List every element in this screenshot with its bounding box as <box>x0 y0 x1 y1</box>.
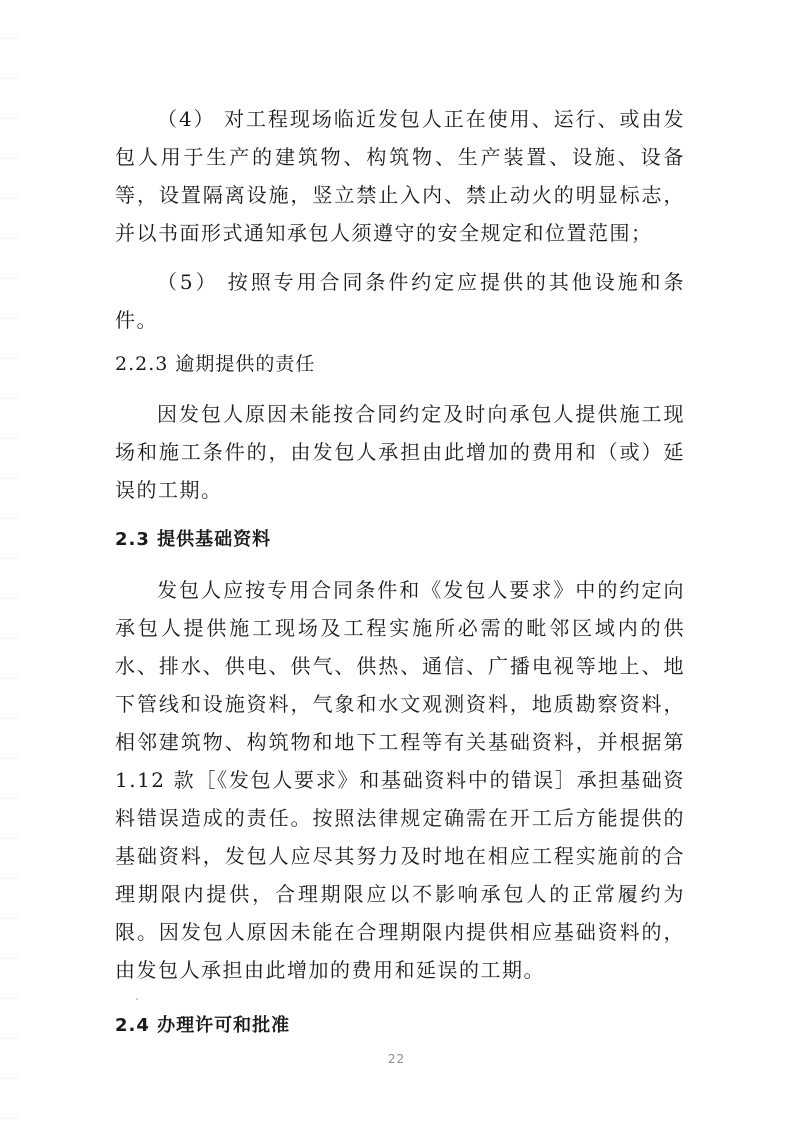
page-content <box>115 100 685 1045</box>
paragraph-overdue-liability: 因发包人原因未能按合同约定及时向承包人提供施工现场和施工条件的，由发包人承担由此增加的费用和（或）延误的工期。 <box>115 402 685 502</box>
clause-item-5: （5） 按照专用合同条件约定应提供的其他设施和条件。 <box>115 270 685 332</box>
scan-edge-noise <box>0 0 18 1122</box>
page-number: 22 <box>387 1052 406 1066</box>
scan-speck <box>136 998 138 1000</box>
heading-2-4: 2.4 办理许可和批准 <box>115 1015 291 1036</box>
clause-item-4: （4） 对工程现场临近发包人正在使用、运行、或由发包人用于生产的建筑物、构筑物、生产装置、设施、设备等，设置隔离设施，竖立禁止入内、禁止动火的明显标志， 并以书面形式通知承包人须遵守的安全规定和位置范围； <box>115 107 685 245</box>
heading-2-2-3: 2.2.3 逾期提供的责任 <box>115 353 316 375</box>
heading-2-3: 2.3 提供基础资料 <box>115 529 272 550</box>
paragraph-basic-data: 发包人应按专用合同条件和《发包人要求》中的约定向承包人提供施工现场及工程实施所必需的毗邻区域内的供水、排水、供电、供气、供热、通信、广播电视等地上、地下管线和设施资料，气象和水文观测资料，地质勘察资料，相邻建筑物、构筑物和地下工程等有关基础资料，并根据第 1.12 款［《发包人要求》和基础资料中的错误］承担基础资料错误造成的责任。按照法律规定确需在开工后方能提供的基础资料，发包人应尽其努力及时地在相应工程实施前的合理期限内提供，合理期限应以不影响承包人的正常履约为限。因发包人原因未能在合理期限内提供相应基础资料的，由发包人承担由此增加的费用和延误的工期。 <box>115 578 685 982</box>
